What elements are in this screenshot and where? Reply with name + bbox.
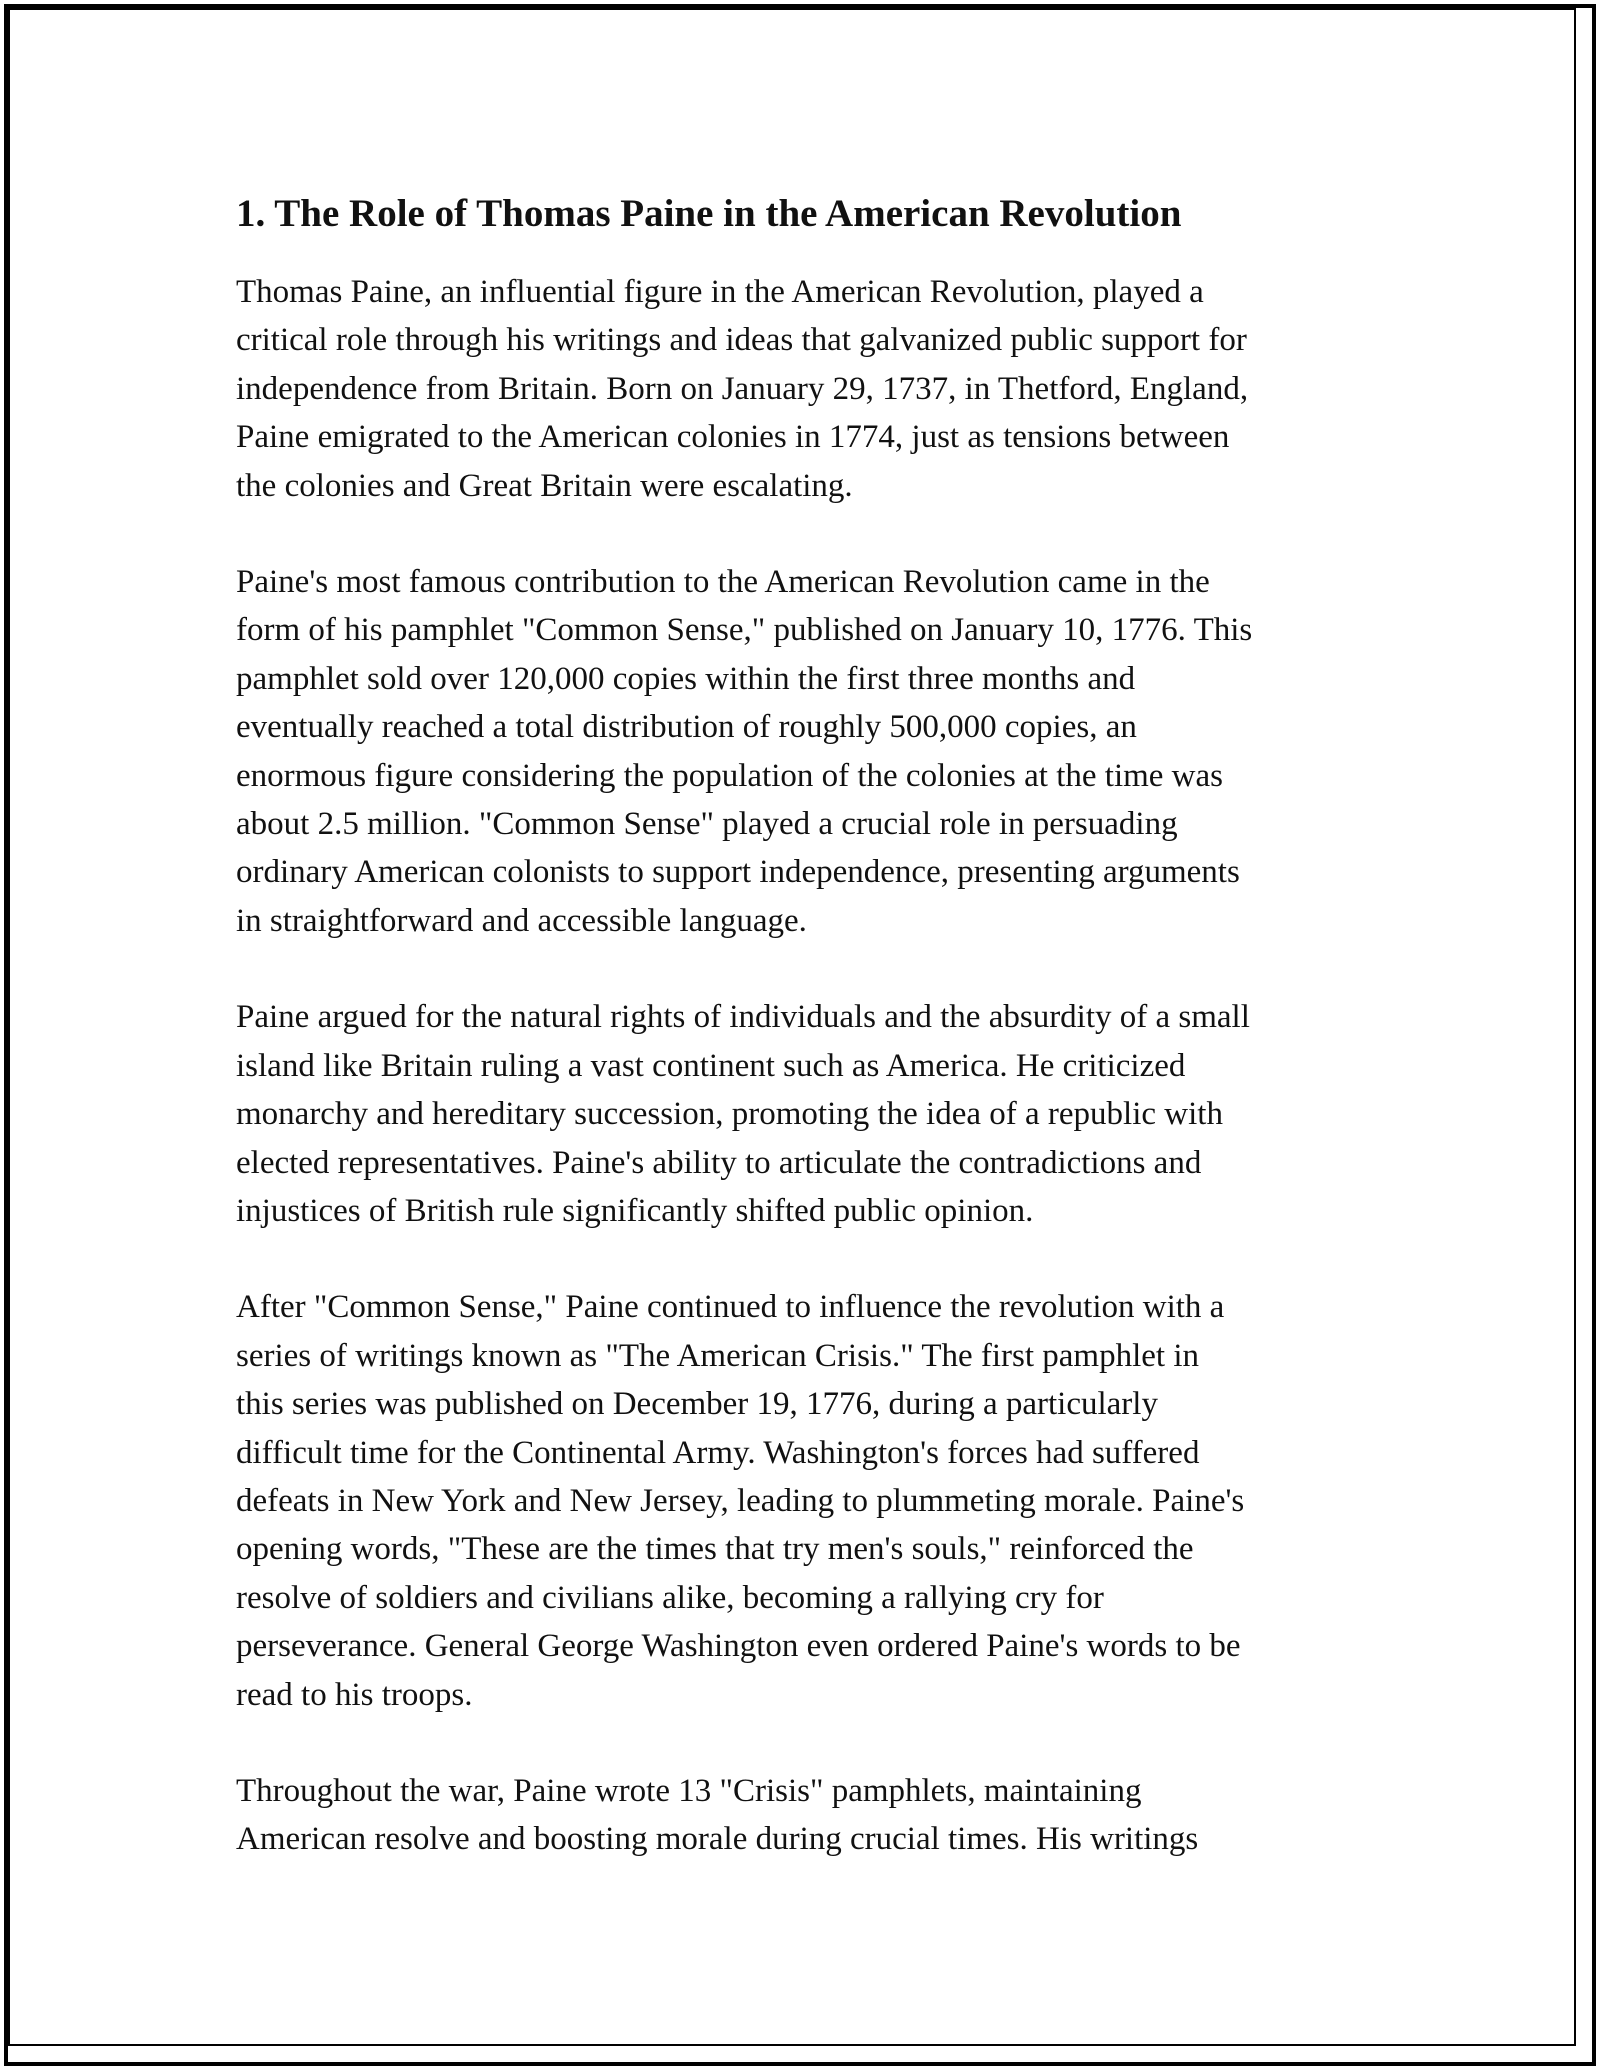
paragraph-line: in straightforward and accessible language. (236, 902, 807, 939)
paragraph-line: defeats in New York and New Jersey, leading to plummeting morale. Paine's (236, 1482, 1245, 1519)
paragraph-line: form of his pamphlet "Common Sense," published on January 10, 1776. This (236, 612, 1253, 649)
body-paragraph (236, 268, 1396, 510)
paragraph-line: series of writings known as "The American Crisis." The first pamphlet in (236, 1337, 1199, 1374)
paragraph-line: island like Britain ruling a vast continent such as America. He criticized (236, 1047, 1186, 1084)
paragraph-line: After "Common Sense," Paine continued to influence the revolution with a (236, 1289, 1225, 1326)
paragraph-line: read to his troops. (236, 1676, 473, 1713)
paragraph-line: monarchy and hereditary succession, promoting the idea of a republic with (236, 1096, 1223, 1133)
paragraph-list (236, 268, 1396, 1864)
paragraph-line: eventually reached a total distribution of roughly 500,000 copies, an (236, 709, 1137, 746)
paragraph-line: Paine emigrated to the American colonies in 1774, just as tensions between (236, 419, 1230, 456)
paragraph-line: enormous figure considering the population of the colonies at the time was (236, 757, 1224, 794)
body-paragraph (236, 993, 1396, 1235)
paragraph-line: American resolve and boosting morale during crucial times. His writings (236, 1821, 1199, 1858)
paragraph-line: about 2.5 million. "Common Sense" played a crucial role in persuading (236, 806, 1178, 843)
paragraph-line: injustices of British rule significantly shifted public opinion. (236, 1192, 1034, 1229)
body-paragraph (236, 1283, 1396, 1719)
paragraph-line: Thomas Paine, an influential figure in the American Revolution, played a (236, 274, 1204, 310)
paragraph-line: Throughout the war, Paine wrote 13 "Crisis" pamphlets, maintaining (236, 1772, 1142, 1809)
paragraph-line: the colonies and Great Britain were escalating. (236, 467, 853, 504)
paragraph-line: difficult time for the Continental Army. Washington's forces had suffered (236, 1434, 1200, 1471)
paragraph-line: independence from Britain. Born on January 29, 1737, in Thetford, England, (236, 370, 1249, 407)
paragraph-line: pamphlet sold over 120,000 copies within the first three months and (236, 660, 1136, 697)
paragraph-line: ordinary American colonists to support independence, presenting arguments (236, 854, 1240, 891)
paragraph-line: elected representatives. Paine's ability to articulate the contradictions and (236, 1144, 1202, 1181)
paragraph-line: this series was published on December 19, 1776, during a particularly (236, 1386, 1158, 1423)
paragraph-line: critical role through his writings and ideas that galvanized public support for (236, 322, 1247, 359)
body-paragraph (236, 558, 1396, 945)
paragraph-line: opening words, "These are the times that try men's souls," reinforced the (236, 1531, 1194, 1568)
paragraph-line: Paine argued for the natural rights of individuals and the absurdity of a small (236, 999, 1250, 1036)
body-paragraph (236, 1767, 1396, 1864)
paragraph-line: perseverance. General George Washington even ordered Paine's words to be (236, 1628, 1241, 1665)
page-title: 1. The Role of Thomas Paine in the American Revolution (236, 192, 1182, 235)
paragraph-line: Paine's most famous contribution to the American Revolution came in the (236, 564, 1210, 601)
paragraph-line: resolve of soldiers and civilians alike, becoming a rallying cry for (236, 1579, 1104, 1616)
document-body (236, 186, 1396, 1912)
